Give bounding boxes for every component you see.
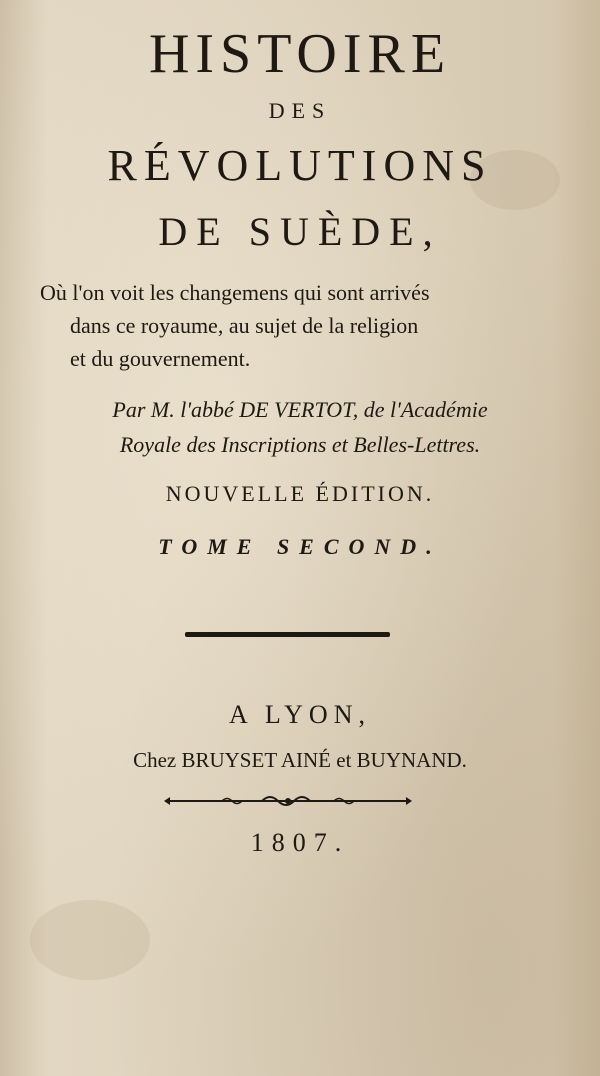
subtitle-line-1: Où l'on voit les changemens qui sont arrivés [40, 280, 430, 305]
subtitle-line-2: dans ce royaume, au sujet de la religion [70, 313, 419, 338]
title-line-1: HISTOIRE [148, 23, 452, 85]
imprint-city: A LYON, [229, 700, 371, 729]
subtitle-line-3: et du gouvernement. [70, 346, 251, 371]
title-line-3: RÉVOLUTIONS [107, 141, 493, 190]
paper-stain [30, 900, 150, 980]
imprint-publisher: Chez BRUYSET AINÉ et BUYNAND. [133, 748, 467, 772]
divider-rule [185, 632, 390, 637]
title-line-4: DE SUÈDE, [158, 209, 442, 254]
scroll-ornament-icon [162, 792, 414, 810]
edition-label: NOUVELLE ÉDITION. [165, 481, 435, 506]
title-line-2: DES [268, 98, 332, 123]
volume-label: TOME SECOND. [158, 534, 442, 559]
author-line-1: Par M. l'abbé DE VERTOT, de l'Académie [112, 397, 488, 422]
author-line-2: Royale des Inscriptions et Belles-Lettres. [119, 432, 481, 457]
imprint-year: 1807. [250, 828, 350, 857]
